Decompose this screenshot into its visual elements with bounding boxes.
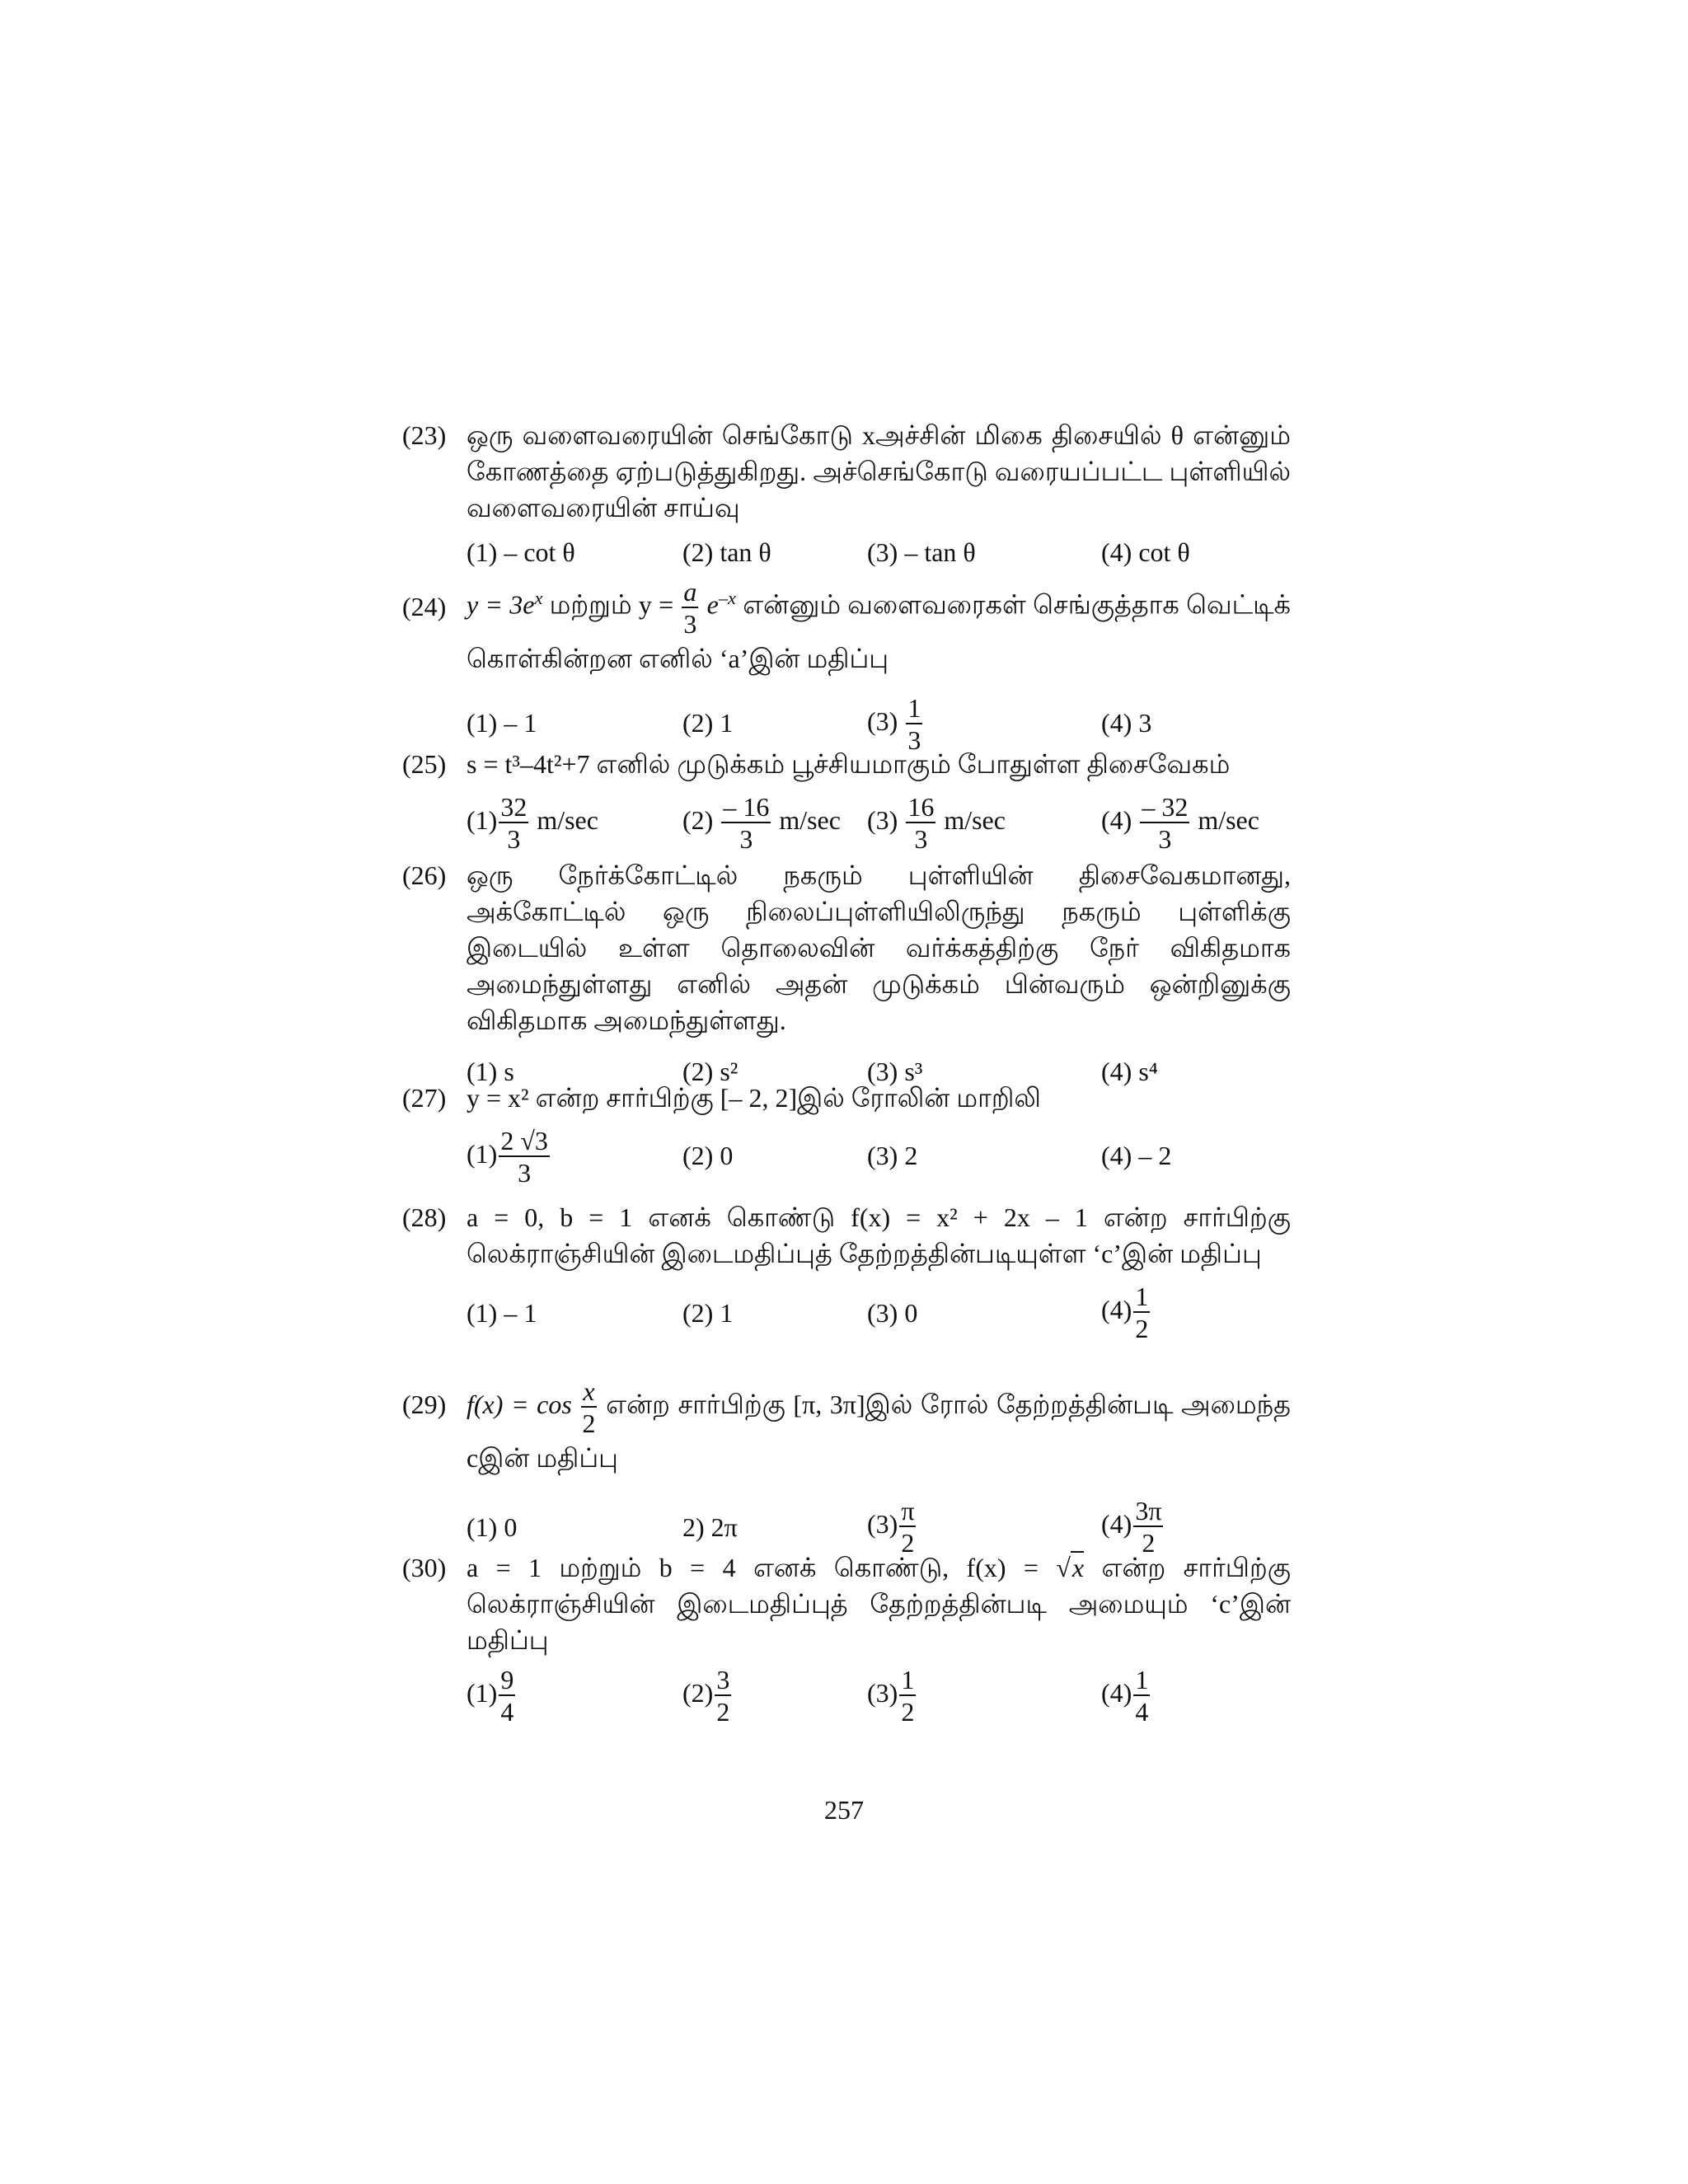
option-1: (1) – 1	[467, 707, 537, 738]
option-2: 2) 2π	[682, 1512, 738, 1542]
options	[467, 1665, 1291, 1727]
question-text: y = x² என்ற சார்பிற்கு [– 2, 2]இல் ரோலின் மாறிலி	[467, 1083, 1041, 1113]
question-number: (25)	[402, 749, 447, 779]
option-4: (4) $\frac{3\pi}{2}$	[1101, 1496, 1162, 1558]
option-4: (4) cot θ	[1101, 537, 1190, 567]
option-4: (4) 3	[1101, 707, 1152, 738]
option-4: (4) $\frac{1}{2}$	[1101, 1282, 1149, 1343]
option-3: (3) $\frac{1}{3}$	[867, 692, 921, 755]
option-4: (4) s⁴	[1101, 1057, 1158, 1086]
options	[467, 692, 1291, 755]
option-3: (3) $\frac{16}{3}$ m/sec	[867, 792, 1006, 854]
question-number: (29)	[402, 1390, 447, 1419]
option-3: (3) 2	[867, 1141, 918, 1170]
fraction: $\frac{x}{2}$	[582, 1376, 596, 1438]
option-2: (2) 0	[682, 1141, 734, 1170]
fraction: $\frac{a}{3}$	[683, 576, 697, 639]
question-text: s = t³–4t²+7 எனில் முடுக்கம் பூச்சியமாகும் போதுள்ள திசைவேகம்	[467, 749, 1231, 779]
option-2: (2) 1	[682, 1298, 734, 1328]
option-3: (3) $\frac{\pi}{2}$	[867, 1496, 915, 1558]
option-3: (3) s³	[867, 1057, 923, 1086]
option-1: (1) s	[467, 1057, 514, 1086]
question-text: $y = 3e^x$ மற்றும் y = $\frac{a}{3}$ $e^{-x}$ என்னும் வளைவரைகள் செங்குத்தாக வெட்டிக் கொள்கின்றன எனில் ‘a’இன் மதிப்பு	[467, 576, 1292, 673]
math-expression: f(x) = cos	[467, 1389, 580, 1419]
option-3: (3) $\frac{1}{2}$	[867, 1665, 915, 1727]
question-text: a = 0, b = 1 எனக் கொண்டு f(x) = x² + 2x – 1 என்ற சார்பிற்கு லெக்ராஞ்சியின் இடைமதிப்புத் தேற்றத்தின்படியுள்ள ‘c’இன் மதிப்பு	[467, 1202, 1291, 1268]
option-1: (1) $\frac{32}{3}$ m/sec	[467, 792, 598, 854]
question-text: ஒரு வளைவரையின் செங்கோடு xஅச்சின் மிகை திசையில் θ என்னும் கோணத்தை ஏற்படுத்துகிறது. அச்செங்கோடு வரையப்பட்ட புள்ளியில் வளைவரையின் சாய்வு	[467, 420, 1291, 523]
options	[467, 1282, 1291, 1343]
option-1: (1) – 1	[467, 1298, 537, 1328]
math-expression: y = 3e	[467, 589, 535, 620]
option-2: (2) $\frac{- 16}{3}$ m/sec	[682, 792, 841, 854]
option-4: (4) $\frac{- 32}{3}$ m/sec	[1101, 792, 1259, 854]
option-2: (2) $\frac{3}{2}$	[682, 1665, 730, 1727]
question-number: (26)	[402, 860, 447, 890]
question-text: a = 1 மற்றும் b = 4 எனக் கொண்டு, f(x) = √x என்ற சார்பிற்கு லெக்ராஞ்சியின் இடைமதிப்புத் தேற்றத்தின்படி அமையும் ‘c’இன் மதிப்பு	[467, 1553, 1292, 1655]
option-2: (2) 1	[682, 707, 734, 738]
options	[467, 534, 1291, 583]
question-number: (27)	[402, 1083, 447, 1113]
page-number: 257	[824, 1795, 864, 1825]
option-1: (1) – cot θ	[467, 537, 575, 567]
option-2: (2) s²	[682, 1057, 738, 1086]
option-1: (1) $\frac{9}{4}$	[467, 1665, 514, 1727]
option-4: (4) $\frac{1}{4}$	[1101, 1665, 1149, 1727]
options	[467, 792, 1291, 854]
question-number: (30)	[402, 1553, 447, 1582]
option-2: (2) tan θ	[682, 537, 771, 567]
option-1: (1) 0	[467, 1512, 518, 1542]
question-number: (24)	[402, 592, 447, 621]
option-3: (3) 0	[867, 1298, 918, 1328]
option-3: (3) – tan θ	[867, 537, 976, 567]
option-4: (4) – 2	[1101, 1141, 1172, 1170]
question-number: (23)	[402, 420, 447, 450]
question-text: f(x) = cos $\frac{x}{2}$ என்ற சார்பிற்கு [π, 3π]இல் ரோல் தேற்றத்தின்படி அமைந்த cஇன் மதிப்பு	[467, 1376, 1292, 1473]
question-text: ஒரு நேர்க்கோட்டில் நகரும் புள்ளியின் திசைவேகமானது, அக்கோட்டில் ஒரு நிலைப்புள்ளியிலிருந்து நகரும் புள்ளிக்கு இடையில் உள்ள தொலைவின் வர்க்கத்திற்கு நேர் விகிதமாக அமைந்துள்ளது எனில் அதன் முடுக்கம் பின்வரும் ஒன்றினுக்கு விகிதமாக அமைந்துள்ளது.	[467, 860, 1292, 1035]
options	[467, 1126, 1291, 1188]
question-number: (28)	[402, 1202, 447, 1232]
option-1: (1) $\frac{2 √3}{3}$	[467, 1126, 548, 1188]
options	[467, 1496, 1291, 1558]
